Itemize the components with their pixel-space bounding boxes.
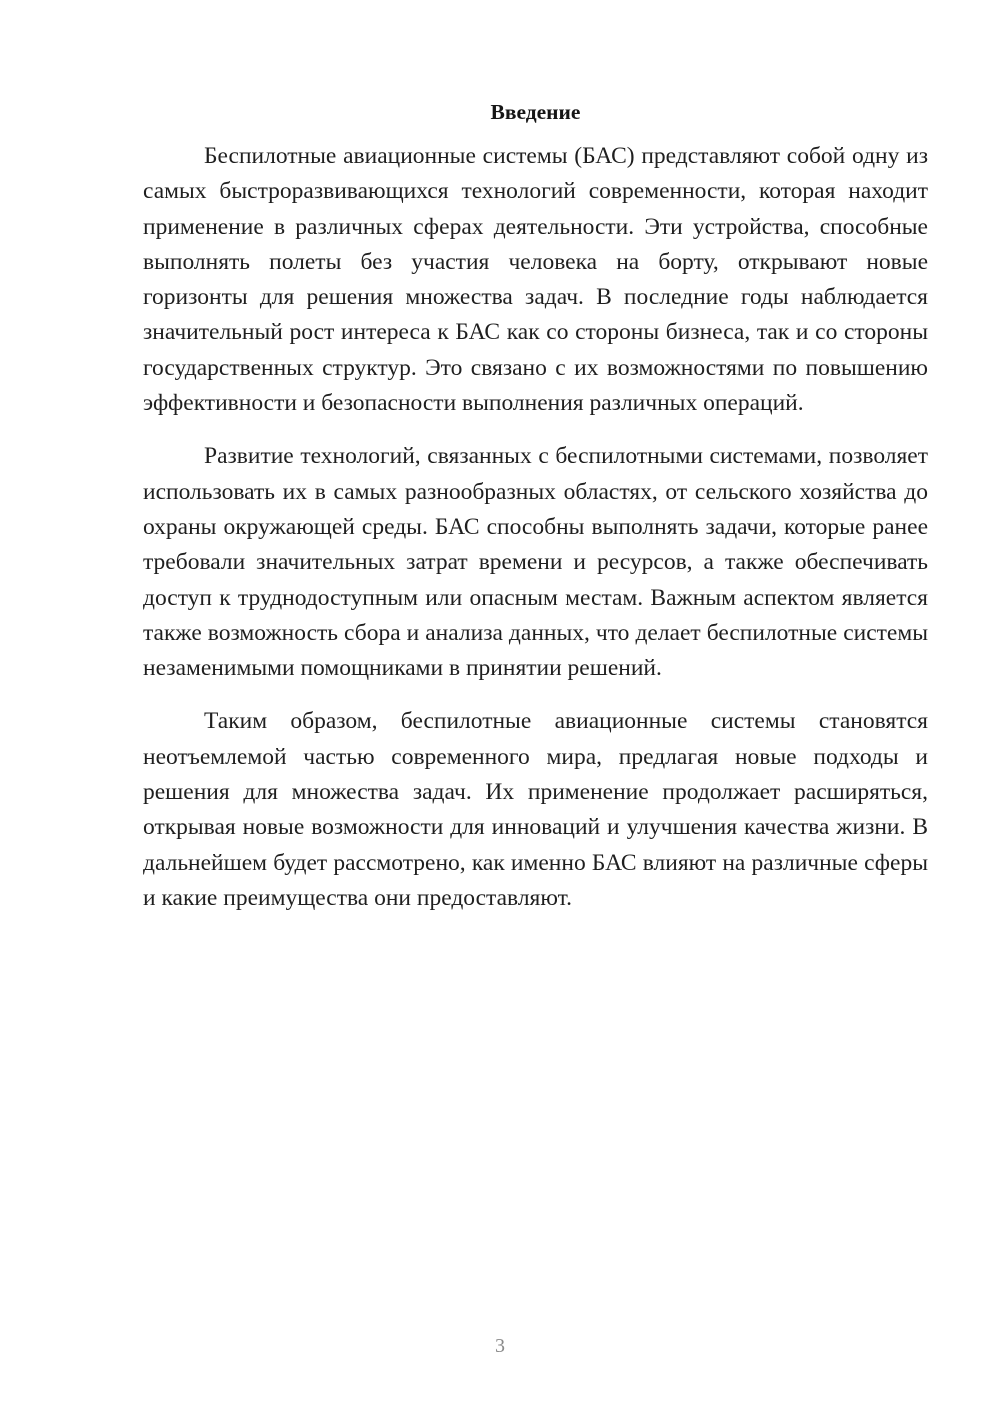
page-content xyxy=(143,97,928,916)
paragraph-1: Беспилотные авиационные системы (БАС) представляют собой одну из самых быстроразвивающихся технологий современности, которая находит применение в различных сферах деятельности. Эти устройства, способные выполнять полеты без участия человека на борту, открывают новые горизонты для решения множества задач. В последние годы наблюдается значительный рост интереса к БАС как со стороны бизнеса, так и со стороны государственных структур. Это связано с их возможностями по повышению эффективности и безопасности выполнения различных операций. xyxy=(143,143,928,417)
paragraph-3: Таким образом, беспилотные авиационные системы становятся неотъемлемой частью современного мира, предлагая новые подходы и решения для множества задач. Их применение продолжает расширяться, открывая новые возможности для инноваций и улучшения качества жизни. В дальнейшем будет рассмотрено, как именно БАС влияют на различные сферы и какие преимущества они предоставляют. xyxy=(143,708,928,911)
paragraph-2: Развитие технологий, связанных с беспилотными системами, позволяет использовать их в самых разнообразных областях, от сельского хозяйства до охраны окружающей среды. БАС способны выполнять задачи, которые ранее требовали значительных затрат времени и ресурсов, а также обеспечивать доступ к труднодоступным или опасным местам. Важным аспектом является также возможность сбора и анализа данных, что делает беспилотные системы незаменимыми помощниками в принятии решений. xyxy=(143,443,928,682)
section-title: Введение xyxy=(490,100,581,124)
page-number: 3 xyxy=(495,1335,505,1357)
